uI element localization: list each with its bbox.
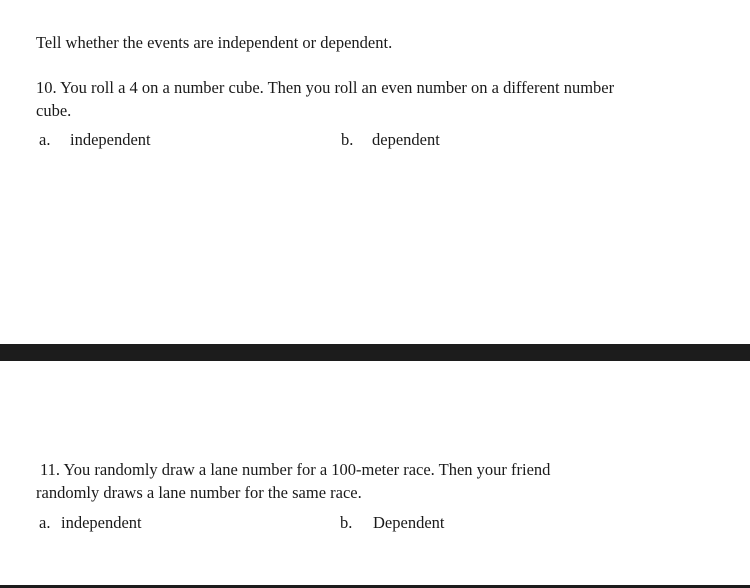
question-11-text-line1: 11. You randomly draw a lane number for a 100-meter race. Then your friend bbox=[40, 460, 551, 479]
question-11-option-a-letter: a. bbox=[39, 513, 51, 532]
question-10-text-line1: 10. You roll a 4 on a number cube. Then you roll an even number on a different number bbox=[36, 78, 615, 97]
question-11-option-b-dependent[interactable]: Dependent bbox=[373, 513, 445, 532]
question-10-option-a-letter: a. bbox=[39, 130, 51, 149]
instructions-text: Tell whether the events are independent or dependent. bbox=[36, 33, 393, 52]
question-11-option-b-letter: b. bbox=[340, 513, 353, 532]
question-10-option-a-independent[interactable]: independent bbox=[70, 130, 151, 149]
question-11-option-a-independent[interactable]: independent bbox=[61, 513, 142, 532]
question-10-option-b-dependent[interactable]: dependent bbox=[372, 130, 440, 149]
page-divider-bar bbox=[0, 344, 750, 361]
question-10-option-b-letter: b. bbox=[341, 130, 354, 149]
question-10-text-line2: cube. bbox=[36, 101, 72, 120]
question-11-text-line2: randomly draws a lane number for the same race. bbox=[36, 483, 362, 502]
